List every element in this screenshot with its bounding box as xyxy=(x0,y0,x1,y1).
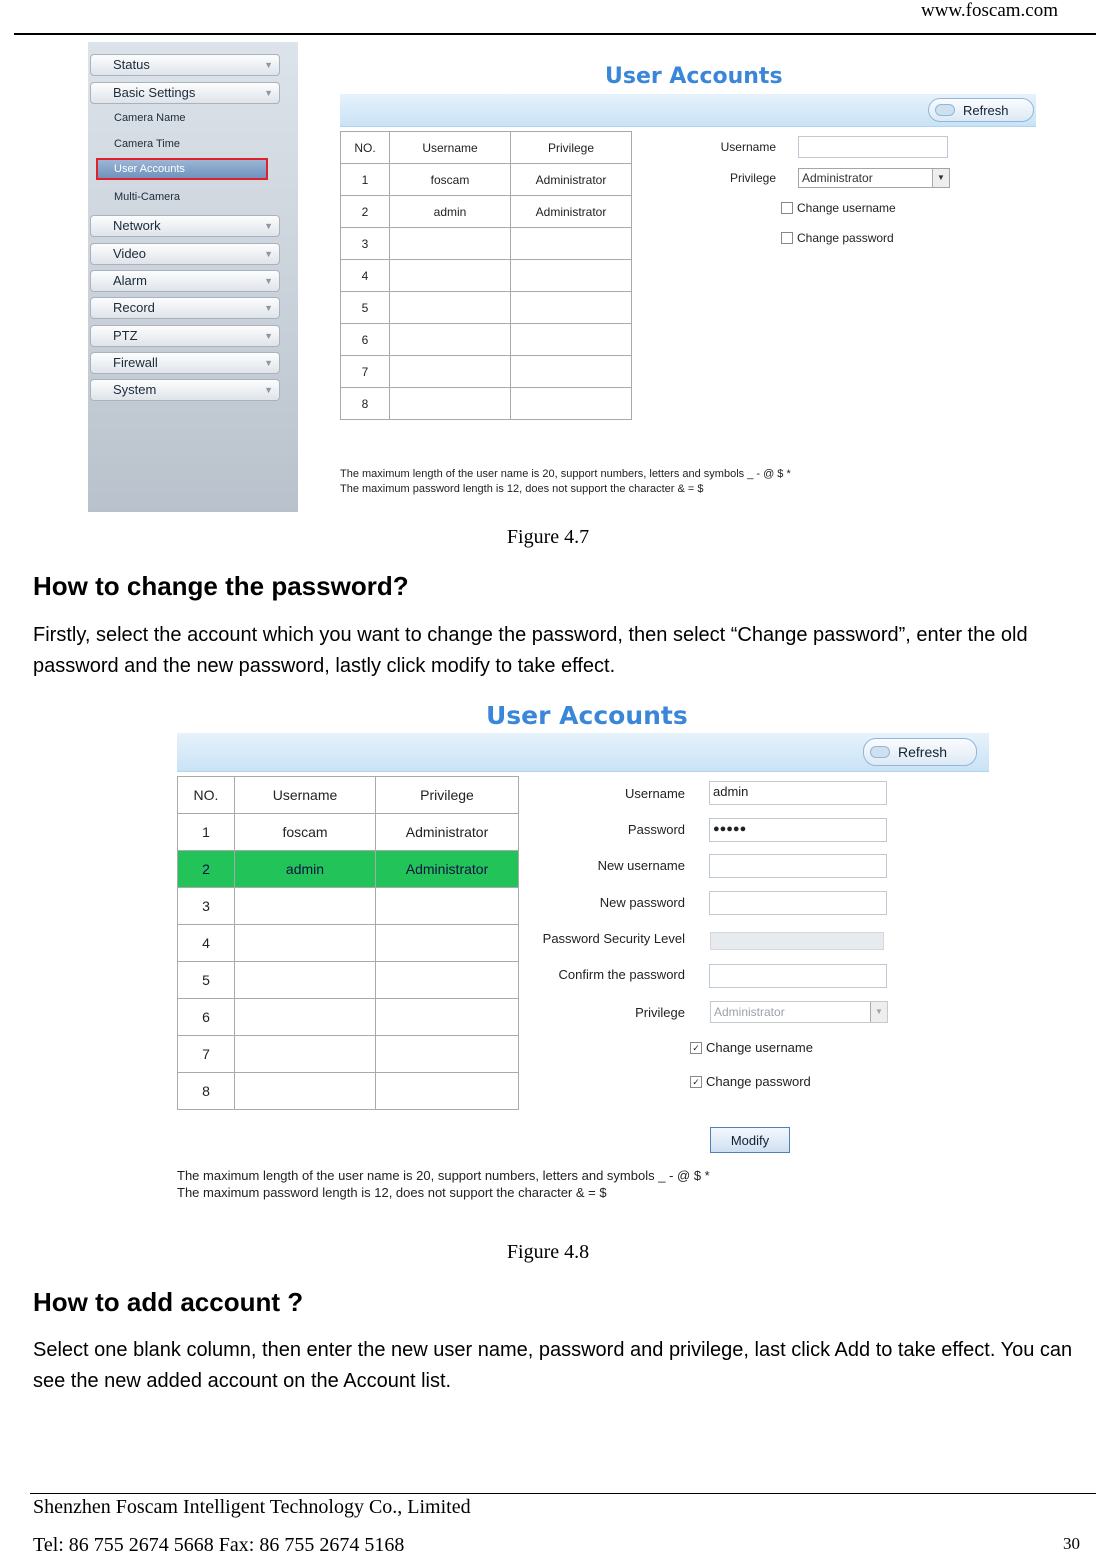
table-cell: 8 xyxy=(341,388,390,420)
sidebar-item-video[interactable]: Video ▼ xyxy=(90,243,280,265)
toggle-icon xyxy=(870,746,890,758)
chevron-down-icon: ▼ xyxy=(264,385,273,395)
column-header: NO. xyxy=(341,132,390,164)
privilege-select[interactable]: Administrator ▼ xyxy=(710,1001,888,1023)
chevron-down-icon: ▼ xyxy=(264,60,273,70)
table-cell: 2 xyxy=(178,851,235,888)
column-header: Username xyxy=(390,132,511,164)
refresh-button[interactable]: Refresh xyxy=(928,98,1034,122)
table-cell: Administrator xyxy=(511,196,632,228)
table-cell xyxy=(511,356,632,388)
privilege-label: Privilege xyxy=(729,171,776,185)
table-row[interactable] xyxy=(341,228,632,260)
username-input[interactable]: admin xyxy=(709,781,887,805)
section-body-change-password: Firstly, select the account which you want to change the password, then select “Change password”, enter the old password and the new password, lastly click modify to take effect. xyxy=(33,624,1028,677)
table-cell: 3 xyxy=(341,228,390,260)
table-cell xyxy=(376,888,519,925)
chevron-down-icon: ▼ xyxy=(264,276,273,286)
table-cell: 8 xyxy=(178,1073,235,1110)
refresh-button[interactable]: Refresh xyxy=(863,738,977,766)
table-row[interactable] xyxy=(178,814,519,851)
table-row[interactable] xyxy=(178,962,519,999)
sidebar-item-network[interactable]: Network ▼ xyxy=(90,215,280,237)
table-cell: admin xyxy=(390,196,511,228)
chevron-down-icon: ▼ xyxy=(264,331,273,341)
sidebar-item-basic-settings[interactable]: Basic Settings ▼ xyxy=(90,82,280,104)
table-cell: 7 xyxy=(341,356,390,388)
table-cell xyxy=(390,324,511,356)
dropdown-arrow-icon: ▼ xyxy=(932,169,949,187)
note-password-length: The maximum password length is 12, does not support the character & = $ xyxy=(177,1185,607,1200)
sidebar-sub-camera-time[interactable]: Camera Time xyxy=(114,138,181,150)
table-cell xyxy=(390,292,511,324)
page-title: User Accounts xyxy=(486,701,688,730)
note-username-length: The maximum length of the user name is 20, support numbers, letters and symbols _ - @ $ * xyxy=(340,468,791,480)
page-number: 30 xyxy=(1063,1534,1080,1553)
table-cell xyxy=(235,962,376,999)
table-cell: Administrator xyxy=(376,851,519,888)
chevron-down-icon: ▼ xyxy=(264,358,273,368)
table-cell xyxy=(235,888,376,925)
chevron-down-icon: ▼ xyxy=(264,303,273,313)
table-cell xyxy=(511,388,632,420)
password-label: Password xyxy=(627,822,685,837)
table-cell: 4 xyxy=(341,260,390,292)
change-username-checkbox[interactable]: ✓ Change username xyxy=(690,1040,813,1055)
figure-4-7-caption: Figure 4.7 xyxy=(506,526,590,548)
toggle-icon xyxy=(935,104,955,116)
table-row[interactable] xyxy=(341,324,632,356)
table-cell xyxy=(390,356,511,388)
sidebar xyxy=(88,42,298,512)
confirm-password-input[interactable] xyxy=(709,964,887,988)
footer-rule xyxy=(30,1493,1096,1494)
change-password-checkbox[interactable]: ✓ Change password xyxy=(690,1074,811,1089)
column-header: Privilege xyxy=(511,132,632,164)
table-cell: 3 xyxy=(178,888,235,925)
new-username-label: New username xyxy=(597,858,685,873)
table-cell: 5 xyxy=(178,962,235,999)
table-cell: Administrator xyxy=(511,164,632,196)
chevron-down-icon: ▼ xyxy=(264,249,273,259)
change-password-checkbox[interactable]: Change password xyxy=(781,231,894,245)
table-row[interactable] xyxy=(178,888,519,925)
table-row[interactable] xyxy=(341,356,632,388)
table-cell xyxy=(235,1036,376,1073)
table-cell xyxy=(390,260,511,292)
table-row[interactable] xyxy=(178,851,519,888)
table-cell: 4 xyxy=(178,925,235,962)
table-cell: 2 xyxy=(341,196,390,228)
table-cell xyxy=(235,925,376,962)
change-username-checkbox[interactable]: Change username xyxy=(781,201,896,215)
modify-button[interactable]: Modify xyxy=(710,1127,790,1153)
footer-contact: Tel: 86 755 2674 5668 Fax: 86 755 2674 5168 xyxy=(33,1534,405,1556)
table-cell: 6 xyxy=(341,324,390,356)
username-label: Username xyxy=(625,786,685,801)
table-cell: 6 xyxy=(178,999,235,1036)
password-input[interactable]: ●●●●● xyxy=(709,818,887,842)
table-cell: 5 xyxy=(341,292,390,324)
column-header: Privilege xyxy=(376,777,519,814)
section-heading-add-account: How to add account ? xyxy=(33,1287,304,1317)
password-security-meter xyxy=(710,932,884,950)
sidebar-sub-camera-name[interactable]: Camera Name xyxy=(114,112,186,124)
table-row[interactable] xyxy=(341,292,632,324)
sidebar-item-record[interactable]: Record ▼ xyxy=(90,297,280,319)
table-cell xyxy=(511,292,632,324)
table-cell xyxy=(511,324,632,356)
table-row[interactable] xyxy=(178,1073,519,1110)
table-row[interactable] xyxy=(341,260,632,292)
table-cell: Administrator xyxy=(376,814,519,851)
table-cell: 7 xyxy=(178,1036,235,1073)
accounts-table xyxy=(340,131,632,420)
username-label: Username xyxy=(720,140,776,154)
new-username-input[interactable] xyxy=(709,854,887,878)
checkmark-icon: ✓ xyxy=(690,1042,702,1054)
privilege-label: Privilege xyxy=(635,1005,685,1020)
figure-4-8-screenshot xyxy=(139,697,989,1222)
sidebar-item-alarm[interactable]: Alarm ▼ xyxy=(90,270,280,292)
sidebar-sub-user-accounts[interactable]: User Accounts xyxy=(96,158,268,180)
sidebar-item-system[interactable]: System ▼ xyxy=(90,379,280,401)
table-cell xyxy=(376,1036,519,1073)
table-row[interactable] xyxy=(341,164,632,196)
table-cell xyxy=(376,999,519,1036)
footer-company: Shenzhen Foscam Intelligent Technology Co., Limited xyxy=(33,1496,471,1518)
note-username-length: The maximum length of the user name is 20, support numbers, letters and symbols _ - @ $ * xyxy=(177,1168,710,1183)
table-cell xyxy=(376,1073,519,1110)
chevron-down-icon: ▼ xyxy=(264,221,273,231)
note-password-length: The maximum password length is 12, does not support the character & = $ xyxy=(340,483,704,495)
page-title: User Accounts xyxy=(605,64,783,89)
password-security-level-label: Password Security Level xyxy=(542,931,685,946)
table-cell xyxy=(390,228,511,260)
chevron-down-icon: ▼ xyxy=(264,88,273,98)
table-row[interactable] xyxy=(341,196,632,228)
table-cell xyxy=(376,925,519,962)
table-cell: 1 xyxy=(341,164,390,196)
header-url: www.foscam.com xyxy=(920,0,1058,21)
table-row[interactable] xyxy=(178,925,519,962)
column-header: Username xyxy=(235,777,376,814)
confirm-password-label: Confirm the password xyxy=(558,967,685,982)
section-body-add-account: Select one blank column, then enter the new user name, password and privilege, last click Add to take effect. You can see the new added account on the Account list. xyxy=(33,1339,1073,1392)
table-cell: foscam xyxy=(235,814,376,851)
table-cell xyxy=(511,260,632,292)
figure-4-8-caption: Figure 4.8 xyxy=(506,1241,590,1263)
column-header: NO. xyxy=(178,777,235,814)
sidebar-sub-multi-camera[interactable]: Multi-Camera xyxy=(114,191,181,203)
new-password-label: New password xyxy=(599,895,685,910)
table-row[interactable] xyxy=(341,388,632,420)
new-password-input[interactable] xyxy=(709,891,887,915)
section-heading-change-password: How to change the password? xyxy=(33,571,409,601)
table-cell xyxy=(235,1073,376,1110)
table-cell: admin xyxy=(235,851,376,888)
header-rule xyxy=(14,33,1096,35)
dropdown-arrow-icon: ▼ xyxy=(870,1002,887,1022)
sidebar-item-ptz[interactable]: PTZ ▼ xyxy=(90,325,280,347)
table-row[interactable] xyxy=(178,1036,519,1073)
figure-4-7-screenshot xyxy=(88,42,1040,512)
table-cell: 1 xyxy=(178,814,235,851)
accounts-table xyxy=(177,776,519,1110)
username-input[interactable] xyxy=(798,136,948,158)
table-cell xyxy=(235,999,376,1036)
checkmark-icon: ✓ xyxy=(690,1076,702,1088)
sidebar-item-status[interactable]: Status ▼ xyxy=(90,54,280,76)
privilege-select[interactable]: Administrator ▼ xyxy=(798,168,950,188)
table-row[interactable] xyxy=(178,999,519,1036)
table-cell xyxy=(511,228,632,260)
table-cell: foscam xyxy=(390,164,511,196)
sidebar-item-firewall[interactable]: Firewall ▼ xyxy=(90,352,280,374)
table-cell xyxy=(376,962,519,999)
table-cell xyxy=(390,388,511,420)
